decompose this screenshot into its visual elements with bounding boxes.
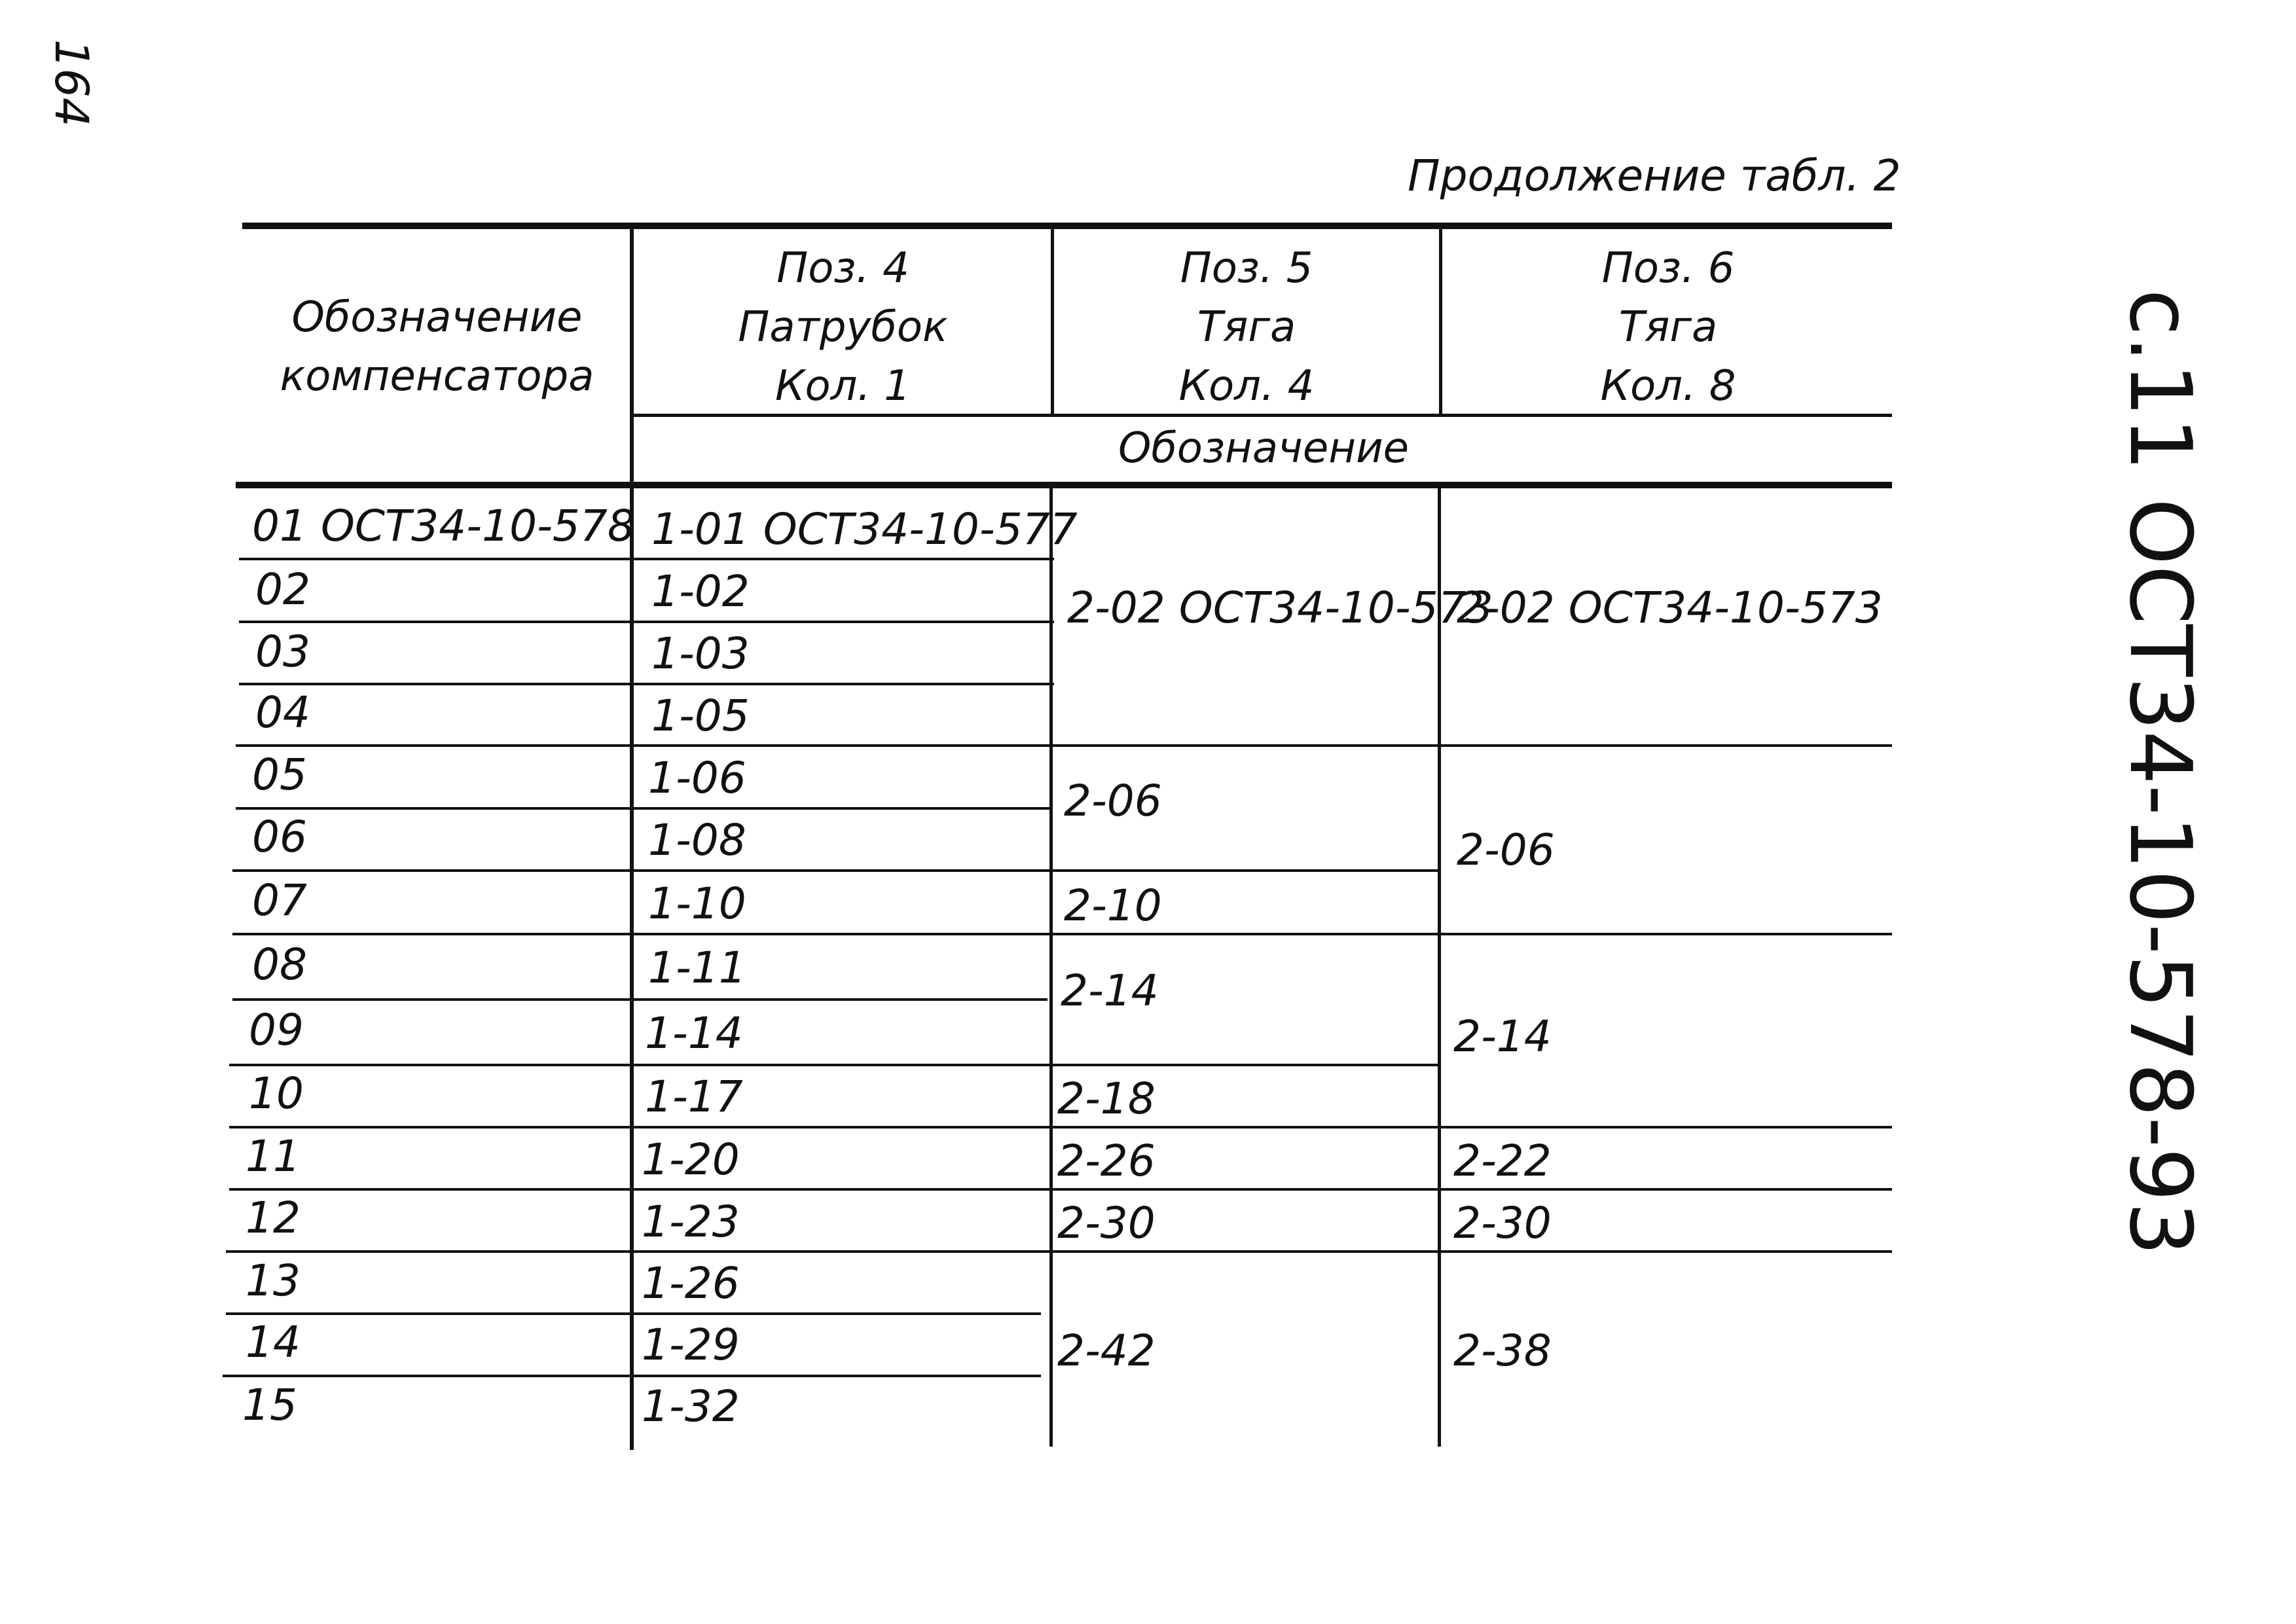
table-cell: 1-03 xyxy=(651,628,750,679)
table-cell: 15 xyxy=(242,1380,297,1430)
table-cell: 2-14 xyxy=(1453,1011,1552,1062)
table-cell: 14 xyxy=(246,1317,301,1367)
table-cell: 1-23 xyxy=(642,1197,740,1247)
row-line xyxy=(236,744,1892,747)
table-cell: 1-14 xyxy=(645,1008,743,1058)
table-cell: 02 xyxy=(255,564,310,615)
header-line: Поз. 4 xyxy=(776,244,909,293)
table-cell: 1-20 xyxy=(642,1134,740,1185)
row-line xyxy=(232,998,1048,1001)
table-cell: 12 xyxy=(246,1193,301,1243)
header-line: Поз. 6 xyxy=(1601,244,1735,293)
row-line xyxy=(239,558,1054,560)
table-cell: 2-10 xyxy=(1064,880,1162,931)
table-cell: 2-30 xyxy=(1057,1198,1156,1248)
table-cell: 1-11 xyxy=(648,943,746,993)
table-cell: 08 xyxy=(252,939,307,990)
header-bottom-border xyxy=(236,482,1892,488)
table-cell: 1-02 xyxy=(651,566,750,617)
table-cell: 1-17 xyxy=(645,1072,743,1122)
header-line: Поз. 5 xyxy=(1180,244,1313,293)
table-cell: 2-14 xyxy=(1061,965,1159,1016)
row-line xyxy=(229,1064,1440,1066)
header-line: Кол. 1 xyxy=(775,362,911,410)
header-sub-designation: Обозначение xyxy=(1118,424,1410,473)
header-line: Обозначение xyxy=(291,293,583,342)
table-cell: 10 xyxy=(249,1068,304,1119)
table-cell: 03 xyxy=(255,626,310,677)
header-line: Кол. 8 xyxy=(1600,362,1736,410)
table-cell: 2-22 xyxy=(1453,1136,1552,1186)
row-line xyxy=(229,1126,1892,1128)
table-cell: 1-29 xyxy=(642,1320,740,1370)
table-cell: 2-02 ОСТ34-10-573 xyxy=(1067,583,1493,633)
table-cell: 2-02 ОСТ34-10-573 xyxy=(1457,583,1883,633)
row-line xyxy=(232,933,1892,935)
table-cell: 2-26 xyxy=(1057,1136,1156,1186)
header-line: Патрубок xyxy=(738,303,948,352)
header-line: компенсатора xyxy=(280,352,594,401)
table-top-border xyxy=(242,223,1892,229)
table-cell: 2-38 xyxy=(1453,1326,1552,1376)
header-designation xyxy=(246,288,629,406)
page-number: 164 xyxy=(45,39,98,127)
table-cell: 06 xyxy=(252,812,307,862)
table-cell: 07 xyxy=(252,875,307,926)
row-line xyxy=(239,683,1054,685)
table-cell: 05 xyxy=(252,749,307,800)
row-line xyxy=(236,807,1051,810)
table-cell: 1-26 xyxy=(642,1258,740,1308)
table-cell: 1-01 ОСТ34-10-577 xyxy=(651,504,1078,554)
table-cell: 2-06 xyxy=(1064,776,1162,826)
row-line xyxy=(239,621,1054,623)
table-cell: 2-18 xyxy=(1057,1074,1156,1124)
row-line xyxy=(226,1250,1892,1253)
table-cell: 1-08 xyxy=(648,815,746,865)
table-cell: 2-30 xyxy=(1453,1198,1552,1248)
table-cell: 2-42 xyxy=(1057,1326,1156,1376)
header-line: Кол. 4 xyxy=(1178,362,1315,410)
header-pos4 xyxy=(635,239,1051,416)
table-cell: 1-32 xyxy=(642,1381,740,1432)
header-line: Тяга xyxy=(1197,303,1296,352)
table-cell: 1-06 xyxy=(648,753,746,803)
table-cell: 09 xyxy=(249,1005,304,1055)
document-designation: с.11 ОСТ34-10-578-93 xyxy=(2111,289,2210,1256)
table-cell: 01 ОСТ34-10-578 xyxy=(252,501,635,551)
table-cell: 2-06 xyxy=(1457,825,1555,875)
header-line: Тяга xyxy=(1618,303,1718,352)
row-line xyxy=(232,869,1440,872)
header-pos5 xyxy=(1054,239,1439,416)
table-caption: Продолжение табл. 2 xyxy=(1408,151,1901,201)
col-divider-2b xyxy=(1049,484,1053,1447)
table-cell: 13 xyxy=(246,1255,301,1306)
table-cell: 1-05 xyxy=(651,691,750,741)
col-divider-1 xyxy=(630,226,634,1450)
table-cell: 04 xyxy=(255,687,310,738)
row-line xyxy=(229,1188,1892,1191)
table-cell: 1-10 xyxy=(648,878,746,929)
table-cell: 11 xyxy=(246,1131,301,1182)
header-pos6 xyxy=(1442,239,1894,416)
